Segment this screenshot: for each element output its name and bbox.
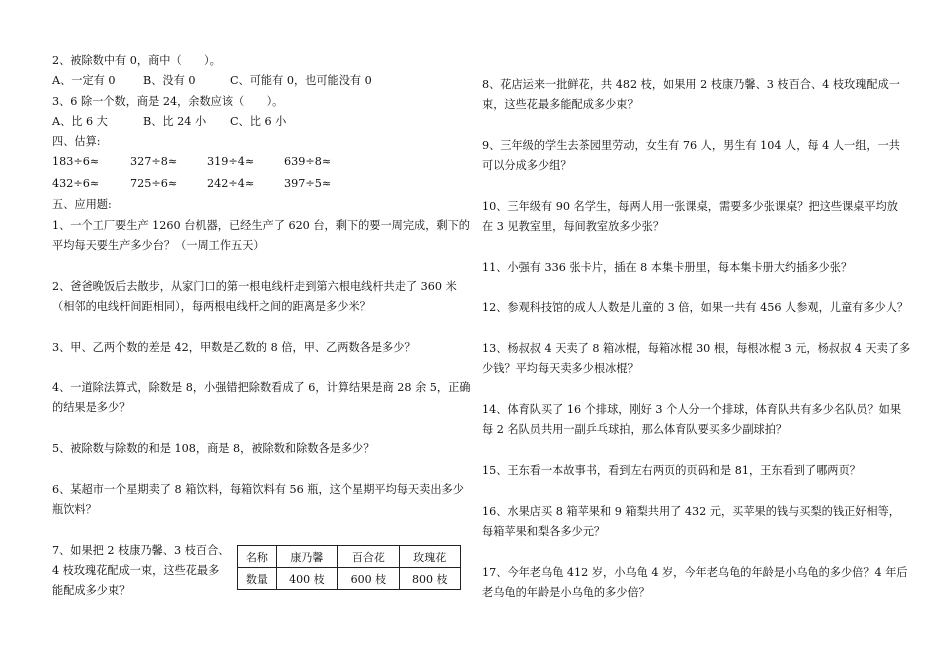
q2-option-a: A、一定有 0 [52,74,116,87]
table-cell: 名称 [238,546,277,568]
problem-11: 11、小强有 336 张卡片，插在 8 本集卡册里，每本集卡册大约插多少张？ [482,261,853,274]
estimate-item: 639÷8≈ [284,155,332,168]
problem-14: 14、体育队买了 16 个排球，刚好 3 个人分一个排球，体育队共有多少名队员？如果 [482,403,902,416]
table-cell: 800 枝 [399,568,460,590]
estimate-item: 432÷6≈ [52,177,100,190]
problem-16: 16、水果店买 8 箱苹果和 9 箱梨共用了 432 元，买苹果的钱与买梨的钱正好相等， [482,505,900,518]
problem-3: 3、甲、乙两个数的差是 42，甲数是乙数的 8 倍，甲、乙两数各是多少？ [52,341,416,354]
table-cell: 百合花 [338,546,399,568]
estimate-item: 327÷8≈ [130,155,178,168]
question-2-choice: 2、被除数中有 0，商中（ ）。 [52,54,221,67]
q3-option-a: A、比 6 大 [52,115,108,128]
estimate-item: 183÷6≈ [52,155,100,168]
q3-option-c: C、比 6 小 [230,115,287,128]
problem-15: 15、王东看一本故事书，看到左右两页的页码和是 81，王东看到了哪两页？ [482,464,861,477]
estimate-item: 397÷5≈ [284,177,332,190]
table-cell: 400 枝 [276,568,337,590]
problem-8-cont: 束，这些花最多能配成多少束？ [482,98,639,111]
q2-option-c: C、可能有 0，也可能没有 0 [230,74,372,87]
problem-7-cont: 4 枝玫瑰花配成一束，这些花最多 [52,564,220,577]
problem-8: 8、花店运来一批鲜花，共 482 枝，如果用 2 枝康乃馨、3 枝百合、4 枝玫瑰配成一 [482,78,900,91]
problem-2: 2、爸爸晚饭后去散步，从家门口的第一根电线杆走到第六根电线杆共走了 360 米 [52,280,457,293]
section-5-heading: 五、应用题: [52,198,112,211]
table-cell: 600 枝 [338,568,399,590]
problem-4: 4、一道除法算式，除数是 8，小强错把除数看成了 6，计算结果是商 28 余 5，正确 [52,381,471,394]
problem-13: 13、杨叔叔 4 天卖了 8 箱冰棍，每箱冰棍 30 根，每根冰棍 3 元，杨叔叔 4 天卖了多 [482,342,911,355]
problem-14-cont: 每 2 名队员共用一副乒乓球拍，那么体育队要买多少副球拍？ [482,423,788,436]
problem-7-cont2: 能配成多少束？ [52,584,131,597]
problem-2-cont: （相邻的电线杆间距相同），每两根电线杆之间的距离是多少米？ [52,300,371,313]
table-header-row [238,546,461,568]
flower-quantity-table [237,545,461,590]
estimate-item: 242÷4≈ [207,177,255,190]
section-4-heading: 四、估算: [52,135,101,148]
table-row [238,568,461,590]
problem-12: 12、参观科技馆的成人人数是儿童的 3 倍，如果一共有 456 人参观，儿童有多少人？ [482,301,909,314]
q2-option-b: B、没有 0 [143,74,196,87]
table-cell: 数量 [238,568,277,590]
problem-10-cont: 在 3 见教室里，每间教室放多少张？ [482,220,665,233]
problem-17-cont: 老乌龟的年龄是小乌龟的多少倍？ [482,586,650,599]
estimate-item: 319÷4≈ [207,155,255,168]
q3-option-b: B、比 24 小 [143,115,207,128]
table-cell: 玫瑰花 [399,546,460,568]
problem-13-cont: 少钱？平均每天卖多少根冰棍？ [482,362,639,375]
problem-16-cont: 每箱苹果和梨各多少元？ [482,525,606,538]
question-3-choice: 3、6 除一个数，商是 24，余数应该（ ）。 [52,95,284,108]
problem-1: 1、一个工厂要生产 1260 台机器，已经生产了 620 台，剩下的要一周完成，剩下的 [52,219,470,232]
problem-10: 10、三年级有 90 名学生，每两人用一张课桌，需要多少张课桌？把这些课桌平均放 [482,200,898,213]
problem-1-cont: 平均每天要生产多少台？（一周工作五天） [52,239,265,252]
problem-17: 17、今年老乌龟 412 岁，小乌龟 4 岁，今年老乌龟的年龄是小乌龟的多少倍？4 年后 [482,566,908,579]
estimate-item: 725÷6≈ [130,177,178,190]
problem-6: 6、某超市一个星期卖了 8 箱饮料，每箱饮料有 56 瓶，这个星期平均每天卖出多少 [52,483,464,496]
problem-7: 7、如果把 2 枝康乃馨、3 枝百合、 [52,544,230,557]
problem-9-cont: 可以分成多少组？ [482,159,572,172]
problem-9: 9、三年级的学生去茶园里劳动，女生有 76 人，男生有 104 人，每 4 人一组，一共 [482,139,900,152]
table-cell: 康乃馨 [276,546,337,568]
problem-6-cont: 瓶饮料？ [52,503,97,516]
problem-4-cont: 的结果是多少？ [52,401,131,414]
problem-5: 5、被除数与除数的和是 108，商是 8，被除数和除数各是多少？ [52,442,375,455]
